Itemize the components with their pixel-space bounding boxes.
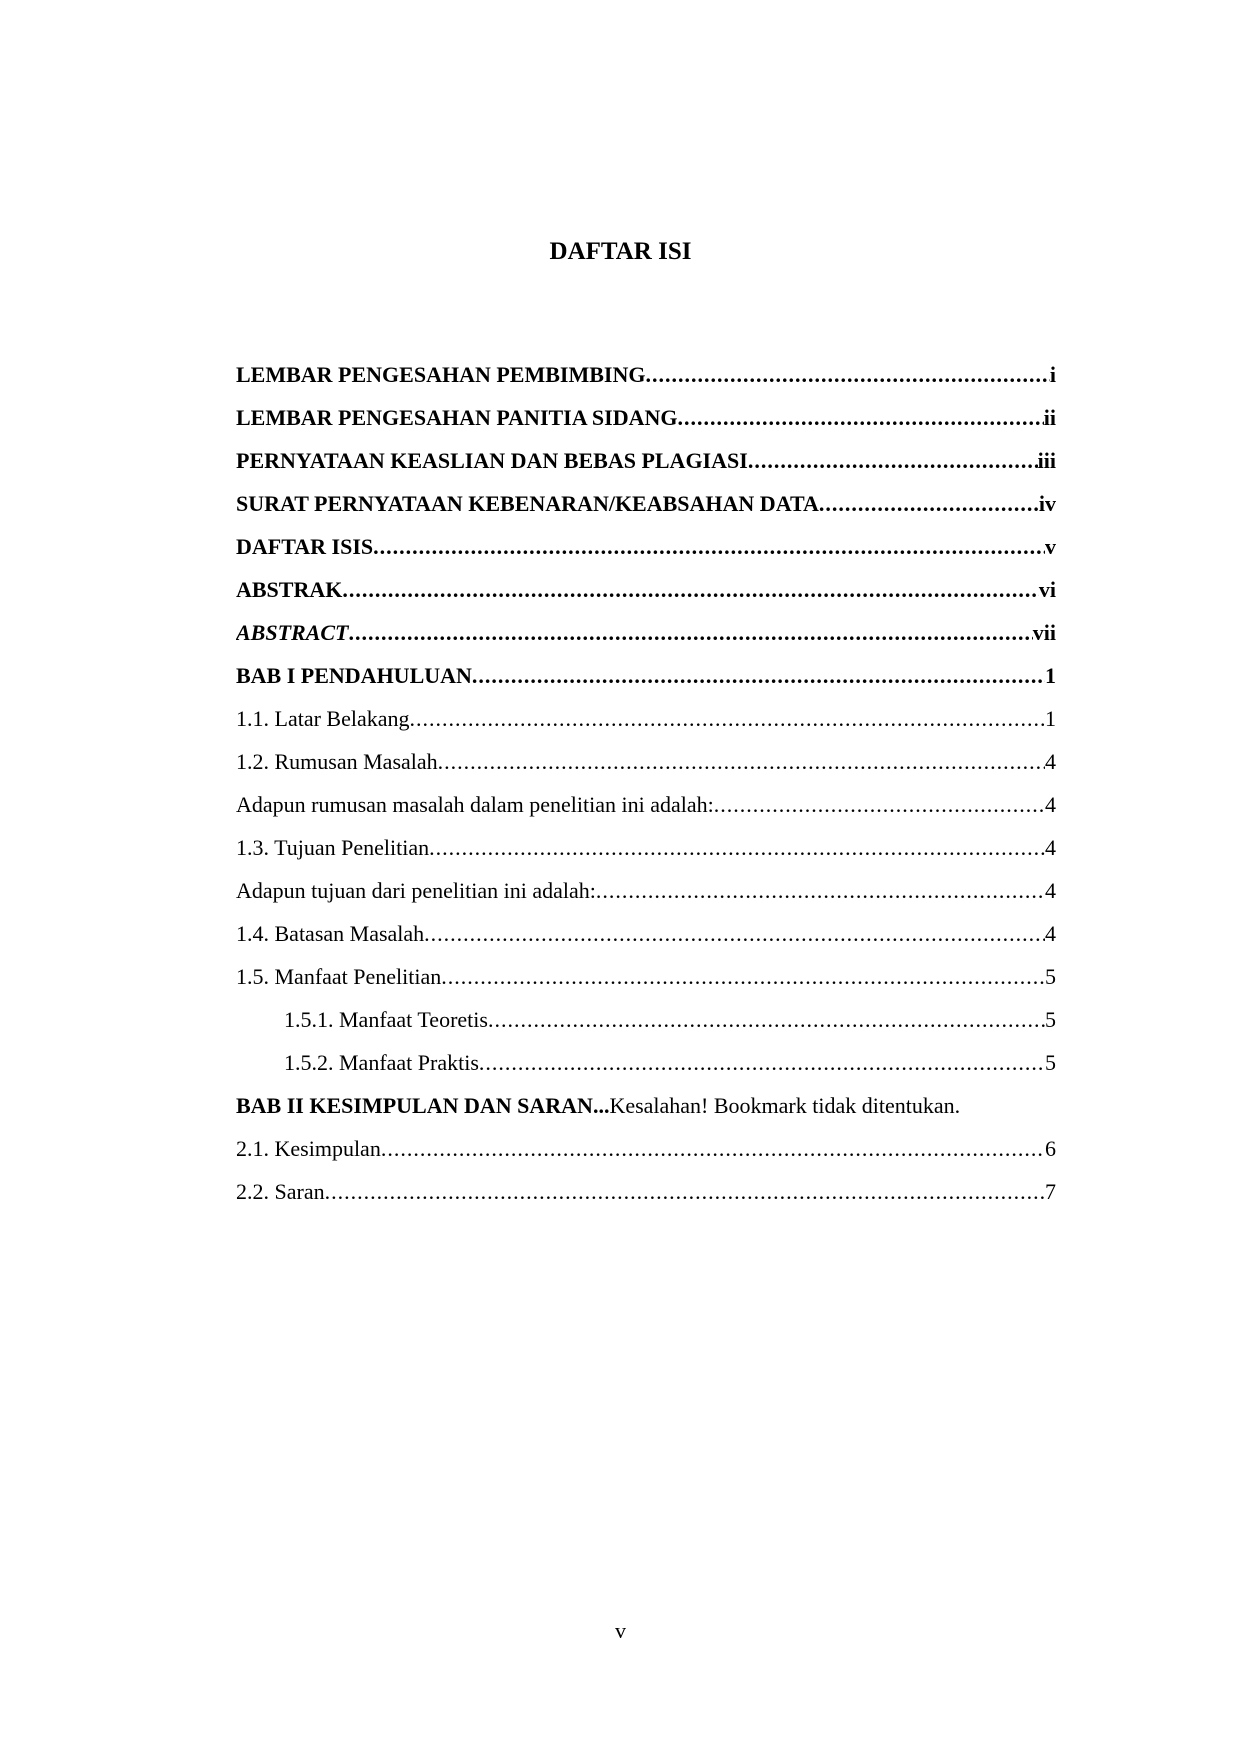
toc-entry-page: 5 [1045, 964, 1056, 989]
toc-entry-page: 1 [1045, 706, 1056, 731]
toc-entry-label: 1.4. Batasan Masalah [236, 921, 425, 946]
toc-entry-page: 4 [1045, 749, 1056, 774]
toc-leader-dots [596, 869, 1045, 912]
toc-entry-page: 5 [1045, 1050, 1056, 1075]
toc-leader-dots [438, 740, 1045, 783]
toc-entry-pernyataan-keaslian[interactable] [236, 439, 1056, 482]
toc-entry-tujuan-penelitian[interactable] [236, 826, 1056, 869]
toc-entry-kesimpulan[interactable] [236, 1127, 1056, 1170]
toc-entry-page: 4 [1045, 792, 1056, 817]
page-number: v [615, 1618, 626, 1643]
toc-entry-label: BAB II KESIMPULAN DAN SARAN [236, 1093, 593, 1118]
toc-entry-label: Adapun tujuan dari penelitian ini adalah: [236, 878, 596, 903]
toc-entry-manfaat-penelitian[interactable] [236, 955, 1056, 998]
toc-entry-manfaat-teoretis[interactable] [236, 998, 1056, 1041]
toc-entry-adapun-rumusan[interactable] [236, 783, 1056, 826]
toc-leader-dots [748, 439, 1038, 482]
toc-entry-latar-belakang[interactable] [236, 697, 1056, 740]
toc-entry-lembar-pengesahan-panitia-sidang[interactable] [236, 396, 1056, 439]
toc-leader-dots [472, 654, 1045, 697]
toc-leader-dots [325, 1170, 1045, 1213]
toc-leader-dots [342, 568, 1039, 611]
toc-entry-label: PERNYATAAN KEASLIAN DAN BEBAS PLAGIASI [236, 448, 748, 473]
toc-leader-dots [381, 1127, 1045, 1170]
toc-entry-bab-1[interactable] [236, 654, 1056, 697]
toc-entry-label: 1.1. Latar Belakang [236, 706, 410, 731]
table-of-contents [236, 353, 1056, 1213]
toc-entry-abstract[interactable] [236, 611, 1056, 654]
toc-entry-label: 1.5. Manfaat Penelitian [236, 964, 442, 989]
toc-entry-page: i [1049, 362, 1056, 387]
toc-entry-page-error: Kesalahan! Bookmark tidak ditentukan. [609, 1093, 961, 1118]
toc-entry-label: LEMBAR PENGESAHAN PEMBIMBING [236, 362, 646, 387]
toc-leader-dots [593, 1084, 610, 1127]
toc-entry-page: vi [1038, 577, 1056, 602]
toc-entry-label: Adapun rumusan masalah dalam penelitian ini adalah: [236, 792, 714, 817]
toc-entry-batasan-masalah[interactable] [236, 912, 1056, 955]
toc-entry-label: 1.5.1. Manfaat Teoretis [284, 1007, 488, 1032]
toc-entry-adapun-tujuan[interactable] [236, 869, 1056, 912]
toc-entry-label: 1.2. Rumusan Masalah [236, 749, 438, 774]
toc-entry-surat-pernyataan[interactable] [236, 482, 1056, 525]
toc-entry-page: vii [1032, 620, 1056, 645]
toc-entry-page: 4 [1045, 878, 1056, 903]
toc-leader-dots [714, 783, 1045, 826]
toc-leader-dots [429, 826, 1045, 869]
toc-leader-dots [677, 396, 1043, 439]
toc-entry-page: 4 [1045, 921, 1056, 946]
toc-entry-lembar-pengesahan-pembimbing[interactable] [236, 353, 1056, 396]
toc-entry-label: BAB I PENDAHULUAN [236, 663, 472, 688]
toc-entry-page: v [1045, 534, 1056, 559]
toc-entry-saran[interactable] [236, 1170, 1056, 1213]
toc-entry-label: 1.3. Tujuan Penelitian [236, 835, 430, 860]
toc-entry-page: iv [1038, 491, 1056, 516]
toc-entry-bab-2[interactable] [236, 1084, 1056, 1127]
toc-leader-dots [488, 998, 1045, 1041]
toc-entry-label: ABSTRACT [236, 620, 349, 645]
toc-entry-page: iii [1037, 448, 1056, 473]
toc-entry-label: LEMBAR PENGESAHAN PANITIA SIDANG [236, 405, 678, 430]
toc-entry-label: 2.2. Saran [236, 1179, 325, 1204]
toc-entry-page: 5 [1045, 1007, 1056, 1032]
toc-leader-dots [441, 955, 1045, 998]
toc-leader-dots [479, 1041, 1045, 1084]
page-title: DAFTAR ISI [549, 238, 692, 265]
toc-leader-dots [410, 697, 1046, 740]
toc-entry-label: 2.1. Kesimpulan [236, 1136, 381, 1161]
toc-leader-dots [348, 611, 1032, 654]
toc-entry-page: 7 [1045, 1179, 1056, 1204]
toc-entry-label: ABSTRAK [236, 577, 343, 602]
toc-entry-label: 1.5.2. Manfaat Praktis [284, 1050, 479, 1075]
toc-entry-daftar-isi[interactable] [236, 525, 1056, 568]
toc-entry-abstrak[interactable] [236, 568, 1056, 611]
toc-entry-page: 4 [1045, 835, 1056, 860]
toc-entry-label: DAFTAR ISIS [236, 534, 374, 559]
toc-entry-page: 1 [1045, 663, 1056, 688]
toc-leader-dots [819, 482, 1039, 525]
toc-leader-dots [645, 353, 1049, 396]
toc-leader-dots [373, 525, 1045, 568]
toc-entry-label: SURAT PERNYATAAN KEBENARAN/KEABSAHAN DATA [236, 491, 819, 516]
toc-entry-page: 6 [1045, 1136, 1056, 1161]
toc-entry-manfaat-praktis[interactable] [236, 1041, 1056, 1084]
toc-leader-dots [424, 912, 1045, 955]
toc-entry-page: ii [1043, 405, 1056, 430]
toc-entry-rumusan-masalah[interactable] [236, 740, 1056, 783]
